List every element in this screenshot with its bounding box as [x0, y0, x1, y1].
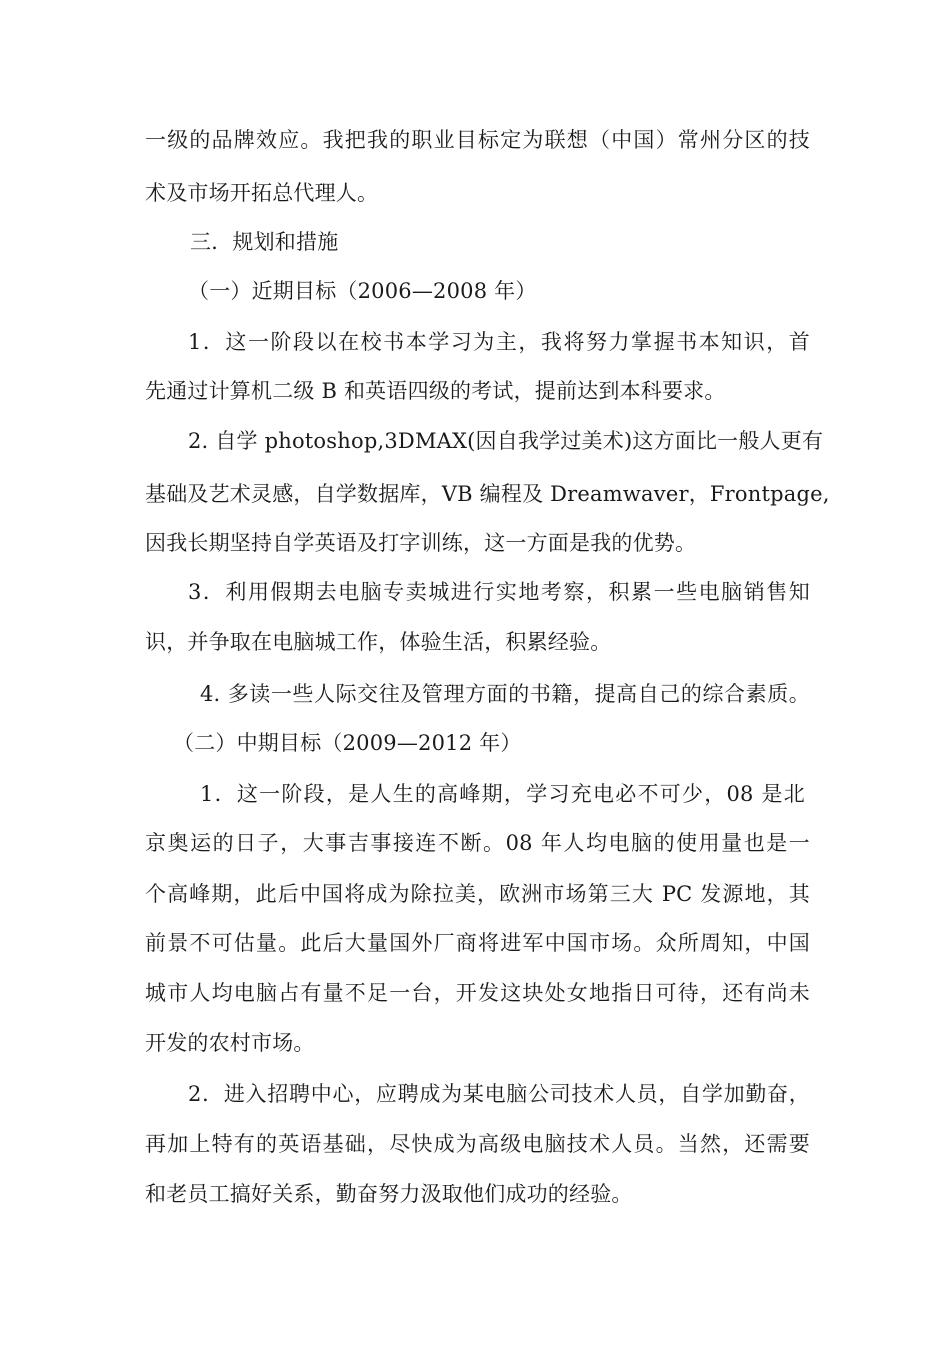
body-text-line: 个高峰期，此后中国将成为除拉美，欧洲市场第三大 PC 发源地，其: [145, 882, 810, 906]
body-text-line: 2. 自学 photoshop,3DMAX(因自我学过美术)这方面比一般人更有: [188, 429, 824, 453]
body-text-line: 基础及艺术灵感，自学数据库，VB 编程及 Dreamwaver，Frontpage,: [145, 482, 830, 506]
body-text-line: 4. 多读一些人际交往及管理方面的书籍，提高自己的综合素质。: [200, 682, 810, 706]
body-text-line: 识，并争取在电脑城工作，体验生活，积累经验。: [145, 630, 612, 654]
body-text-line: 因我长期坚持自学英语及打字训练，这一方面是我的优势。: [145, 531, 697, 555]
section-heading: 三．规划和措施: [190, 230, 339, 254]
body-text-line: 一级的品牌效应。我把我的职业目标定为联想（中国）常州分区的技: [145, 128, 810, 152]
body-text-line: 先通过计算机二级 B 和英语四级的考试，提前达到本科要求。: [145, 379, 726, 403]
body-text-line: 3．利用假期去电脑专卖城进行实地考察，积累一些电脑销售知: [188, 580, 810, 604]
subsection-heading: （二）中期目标（2009—2012 年）: [173, 731, 522, 755]
body-text-line: 术及市场开拓总代理人。: [145, 181, 379, 205]
body-text-line: 前景不可估量。此后大量国外厂商将进军中国市场。众所周知，中国: [145, 931, 810, 955]
body-text-line: 1．这一阶段，是人生的高峰期，学习充电必不可少，08 是北: [200, 782, 805, 806]
body-text-line: 京奥运的日子，大事吉事接连不断。08 年人均电脑的使用量也是一: [145, 831, 810, 855]
body-text-line: 城市人均电脑占有量不足一台，开发这块处女地指日可待，还有尚未: [145, 981, 810, 1005]
body-text-line: 和老员工搞好关系，勤奋努力汲取他们成功的经验。: [145, 1182, 633, 1206]
body-text-line: 1．这一阶段以在校书本学习为主，我将努力掌握书本知识，首: [188, 330, 810, 354]
body-text-line: 再加上特有的英语基础，尽快成为高级电脑技术人员。当然，还需要: [145, 1132, 810, 1156]
body-text-line: 开发的农村市场。: [145, 1031, 315, 1055]
body-text-line: 2．进入招聘中心，应聘成为某电脑公司技术人员，自学加勤奋，: [188, 1082, 810, 1106]
subsection-heading: （一）近期目标（2006—2008 年）: [188, 279, 537, 303]
